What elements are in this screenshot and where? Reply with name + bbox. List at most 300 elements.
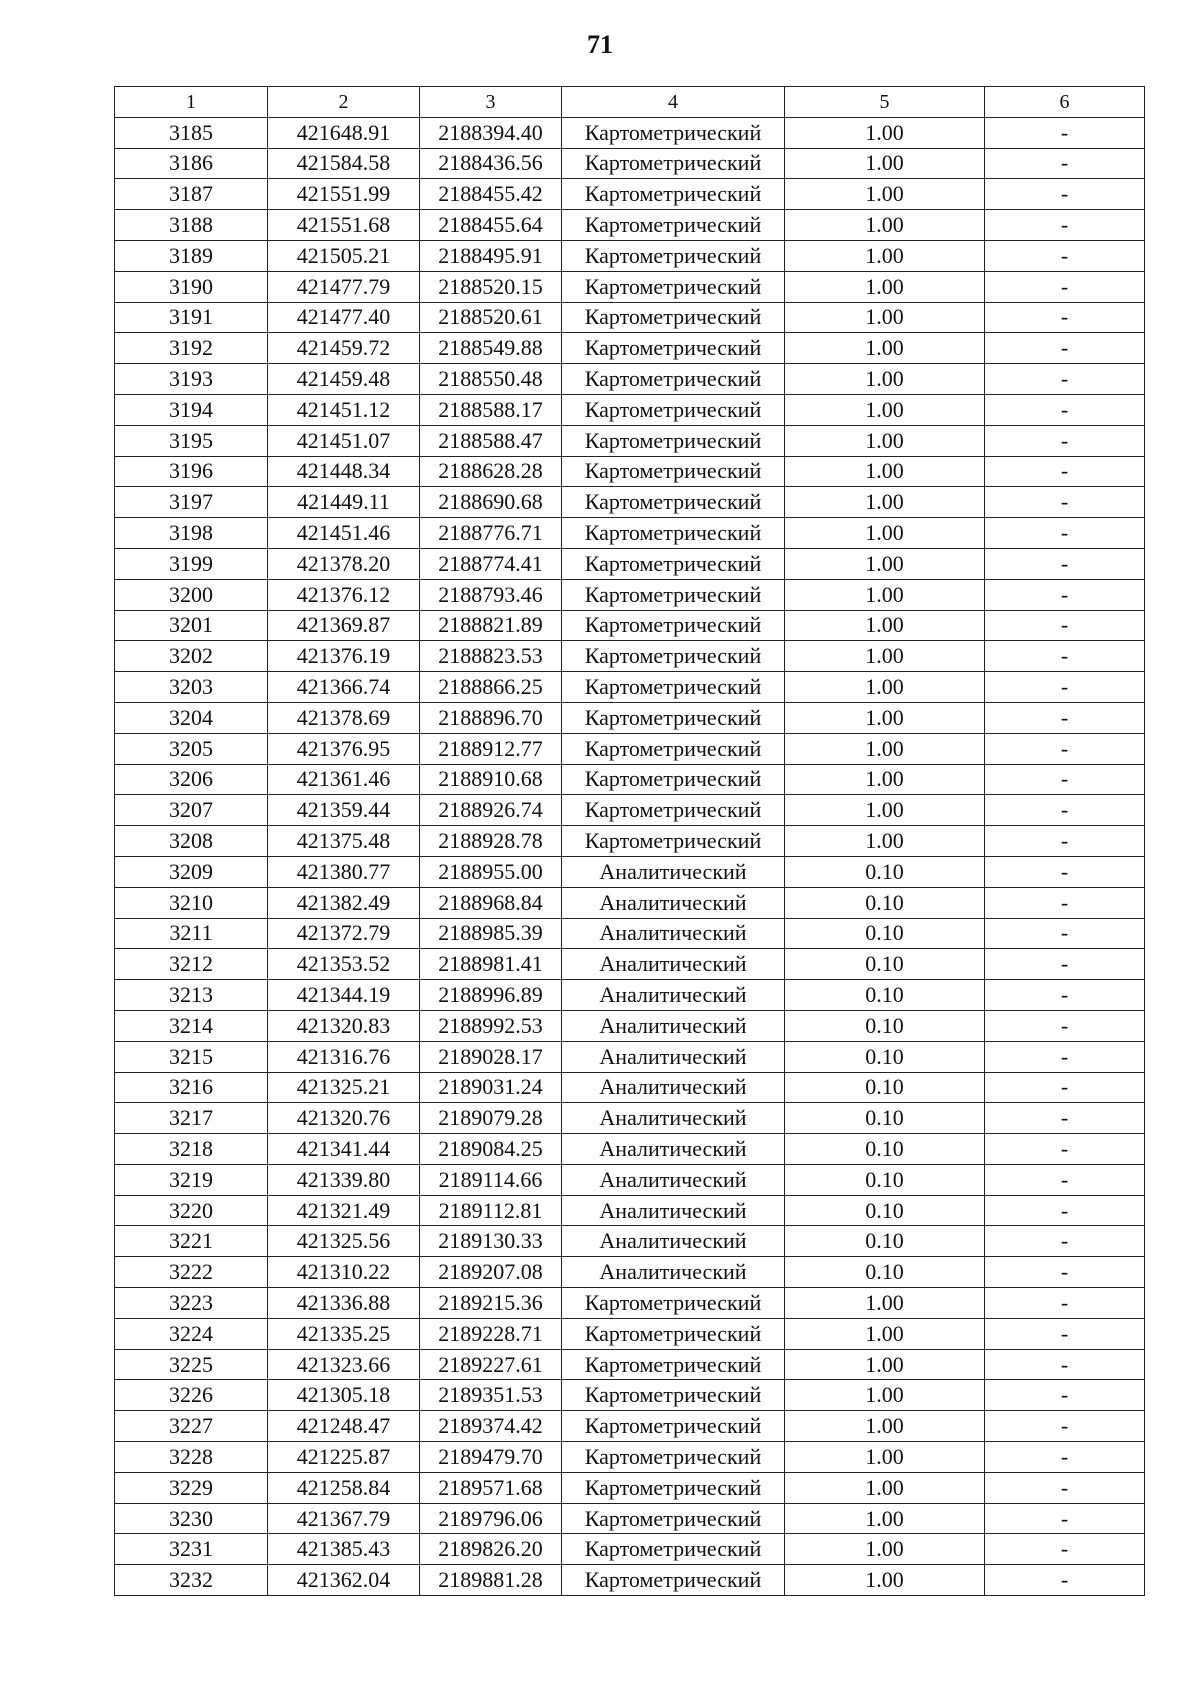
x-coordinate-cell: 421449.11 — [268, 487, 420, 518]
note-cell: - — [985, 1442, 1145, 1473]
accuracy-cell: 1.00 — [785, 117, 985, 148]
method-cell: Аналитический — [562, 1103, 785, 1134]
y-coordinate-cell: 2189571.68 — [420, 1472, 562, 1503]
table-row — [115, 1318, 1145, 1349]
method-cell: Аналитический — [562, 1041, 785, 1072]
x-coordinate-cell: 421451.12 — [268, 394, 420, 425]
note-cell: - — [985, 148, 1145, 179]
method-cell: Картометрический — [562, 1380, 785, 1411]
note-cell: - — [985, 702, 1145, 733]
note-cell: - — [985, 364, 1145, 395]
accuracy-cell: 1.00 — [785, 1349, 985, 1380]
point-number-cell: 3213 — [115, 980, 268, 1011]
method-cell: Картометрический — [562, 487, 785, 518]
point-number-cell: 3215 — [115, 1041, 268, 1072]
table-row — [115, 733, 1145, 764]
accuracy-cell: 1.00 — [785, 610, 985, 641]
method-cell: Картометрический — [562, 1472, 785, 1503]
note-cell: - — [985, 1195, 1145, 1226]
accuracy-cell: 1.00 — [785, 333, 985, 364]
y-coordinate-cell: 2188520.61 — [420, 302, 562, 333]
point-number-cell: 3192 — [115, 333, 268, 364]
accuracy-cell: 1.00 — [785, 1534, 985, 1565]
point-number-cell: 3224 — [115, 1318, 268, 1349]
accuracy-cell: 1.00 — [785, 1503, 985, 1534]
point-number-cell: 3199 — [115, 548, 268, 579]
y-coordinate-cell: 2189228.71 — [420, 1318, 562, 1349]
note-cell: - — [985, 425, 1145, 456]
x-coordinate-cell: 421305.18 — [268, 1380, 420, 1411]
x-coordinate-cell: 421325.21 — [268, 1072, 420, 1103]
method-cell: Картометрический — [562, 610, 785, 641]
x-coordinate-cell: 421385.43 — [268, 1534, 420, 1565]
y-coordinate-cell: 2189479.70 — [420, 1442, 562, 1473]
point-number-cell: 3196 — [115, 456, 268, 487]
x-coordinate-cell: 421339.80 — [268, 1164, 420, 1195]
table-row — [115, 1565, 1145, 1596]
point-number-cell: 3211 — [115, 918, 268, 949]
y-coordinate-cell: 2188896.70 — [420, 702, 562, 733]
x-coordinate-cell: 421344.19 — [268, 980, 420, 1011]
method-cell: Аналитический — [562, 856, 785, 887]
point-number-cell: 3203 — [115, 672, 268, 703]
point-number-cell: 3218 — [115, 1134, 268, 1165]
x-coordinate-cell: 421359.44 — [268, 795, 420, 826]
accuracy-cell: 0.10 — [785, 1257, 985, 1288]
table-row — [115, 1103, 1145, 1134]
note-cell: - — [985, 795, 1145, 826]
accuracy-cell: 1.00 — [785, 795, 985, 826]
note-cell: - — [985, 548, 1145, 579]
method-cell: Картометрический — [562, 148, 785, 179]
y-coordinate-cell: 2189084.25 — [420, 1134, 562, 1165]
method-cell: Аналитический — [562, 918, 785, 949]
point-number-cell: 3189 — [115, 240, 268, 271]
method-cell: Картометрический — [562, 240, 785, 271]
note-cell: - — [985, 918, 1145, 949]
point-number-cell: 3210 — [115, 887, 268, 918]
method-cell: Картометрический — [562, 548, 785, 579]
point-number-cell: 3227 — [115, 1411, 268, 1442]
table-row — [115, 641, 1145, 672]
note-cell: - — [985, 1565, 1145, 1596]
x-coordinate-cell: 421448.34 — [268, 456, 420, 487]
table-row — [115, 1041, 1145, 1072]
note-cell: - — [985, 1226, 1145, 1257]
note-cell: - — [985, 1288, 1145, 1319]
x-coordinate-cell: 421477.79 — [268, 271, 420, 302]
accuracy-cell: 1.00 — [785, 702, 985, 733]
note-cell: - — [985, 826, 1145, 857]
x-coordinate-cell: 421551.68 — [268, 210, 420, 241]
x-coordinate-cell: 421258.84 — [268, 1472, 420, 1503]
header-row — [115, 87, 1145, 118]
table-row — [115, 179, 1145, 210]
y-coordinate-cell: 2188549.88 — [420, 333, 562, 364]
x-coordinate-cell: 421451.07 — [268, 425, 420, 456]
table-row — [115, 702, 1145, 733]
point-number-cell: 3202 — [115, 641, 268, 672]
table-row — [115, 1288, 1145, 1319]
note-cell: - — [985, 610, 1145, 641]
method-cell: Картометрический — [562, 702, 785, 733]
table-row — [115, 548, 1145, 579]
method-cell: Картометрический — [562, 1349, 785, 1380]
table-row — [115, 1534, 1145, 1565]
y-coordinate-cell: 2188588.47 — [420, 425, 562, 456]
accuracy-cell: 1.00 — [785, 1288, 985, 1319]
accuracy-cell: 1.00 — [785, 1318, 985, 1349]
y-coordinate-cell: 2188981.41 — [420, 949, 562, 980]
column-header-1: 1 — [115, 87, 268, 118]
note-cell: - — [985, 1103, 1145, 1134]
x-coordinate-cell: 421378.20 — [268, 548, 420, 579]
accuracy-cell: 0.10 — [785, 856, 985, 887]
column-header-6: 6 — [985, 87, 1145, 118]
point-number-cell: 3186 — [115, 148, 268, 179]
method-cell: Аналитический — [562, 1257, 785, 1288]
y-coordinate-cell: 2189031.24 — [420, 1072, 562, 1103]
table-row — [115, 949, 1145, 980]
point-number-cell: 3190 — [115, 271, 268, 302]
method-cell: Аналитический — [562, 1195, 785, 1226]
note-cell: - — [985, 1472, 1145, 1503]
note-cell: - — [985, 1534, 1145, 1565]
x-coordinate-cell: 421584.58 — [268, 148, 420, 179]
point-number-cell: 3231 — [115, 1534, 268, 1565]
point-number-cell: 3204 — [115, 702, 268, 733]
table-row — [115, 117, 1145, 148]
x-coordinate-cell: 421361.46 — [268, 764, 420, 795]
accuracy-cell: 1.00 — [785, 456, 985, 487]
note-cell: - — [985, 456, 1145, 487]
table-row — [115, 210, 1145, 241]
y-coordinate-cell: 2189881.28 — [420, 1565, 562, 1596]
x-coordinate-cell: 421366.74 — [268, 672, 420, 703]
method-cell: Аналитический — [562, 949, 785, 980]
y-coordinate-cell: 2189114.66 — [420, 1164, 562, 1195]
x-coordinate-cell: 421362.04 — [268, 1565, 420, 1596]
y-coordinate-cell: 2188495.91 — [420, 240, 562, 271]
method-cell: Картометрический — [562, 333, 785, 364]
method-cell: Картометрический — [562, 641, 785, 672]
x-coordinate-cell: 421225.87 — [268, 1442, 420, 1473]
y-coordinate-cell: 2188436.56 — [420, 148, 562, 179]
table-row — [115, 1226, 1145, 1257]
accuracy-cell: 1.00 — [785, 394, 985, 425]
method-cell: Картометрический — [562, 764, 785, 795]
accuracy-cell: 1.00 — [785, 1380, 985, 1411]
point-number-cell: 3230 — [115, 1503, 268, 1534]
x-coordinate-cell: 421477.40 — [268, 302, 420, 333]
point-number-cell: 3226 — [115, 1380, 268, 1411]
y-coordinate-cell: 2189130.33 — [420, 1226, 562, 1257]
point-number-cell: 3209 — [115, 856, 268, 887]
accuracy-cell: 1.00 — [785, 240, 985, 271]
table-row — [115, 425, 1145, 456]
note-cell: - — [985, 672, 1145, 703]
note-cell: - — [985, 210, 1145, 241]
x-coordinate-cell: 421551.99 — [268, 179, 420, 210]
x-coordinate-cell: 421376.95 — [268, 733, 420, 764]
x-coordinate-cell: 421310.22 — [268, 1257, 420, 1288]
note-cell: - — [985, 333, 1145, 364]
table-body — [115, 117, 1145, 1595]
accuracy-cell: 1.00 — [785, 579, 985, 610]
point-number-cell: 3222 — [115, 1257, 268, 1288]
y-coordinate-cell: 2189351.53 — [420, 1380, 562, 1411]
point-number-cell: 3191 — [115, 302, 268, 333]
x-coordinate-cell: 421321.49 — [268, 1195, 420, 1226]
y-coordinate-cell: 2189215.36 — [420, 1288, 562, 1319]
table-row — [115, 1072, 1145, 1103]
x-coordinate-cell: 421341.44 — [268, 1134, 420, 1165]
y-coordinate-cell: 2188394.40 — [420, 117, 562, 148]
point-number-cell: 3220 — [115, 1195, 268, 1226]
method-cell: Картометрический — [562, 1565, 785, 1596]
accuracy-cell: 1.00 — [785, 548, 985, 579]
method-cell: Картометрический — [562, 425, 785, 456]
point-number-cell: 3195 — [115, 425, 268, 456]
point-number-cell: 3225 — [115, 1349, 268, 1380]
note-cell: - — [985, 887, 1145, 918]
accuracy-cell: 1.00 — [785, 179, 985, 210]
point-number-cell: 3212 — [115, 949, 268, 980]
table-row — [115, 1503, 1145, 1534]
table-row — [115, 1380, 1145, 1411]
accuracy-cell: 0.10 — [785, 1103, 985, 1134]
point-number-cell: 3219 — [115, 1164, 268, 1195]
accuracy-cell: 1.00 — [785, 1442, 985, 1473]
method-cell: Картометрический — [562, 394, 785, 425]
point-number-cell: 3188 — [115, 210, 268, 241]
note-cell: - — [985, 980, 1145, 1011]
y-coordinate-cell: 2188992.53 — [420, 1010, 562, 1041]
y-coordinate-cell: 2189374.42 — [420, 1411, 562, 1442]
point-number-cell: 3217 — [115, 1103, 268, 1134]
accuracy-cell: 1.00 — [785, 1565, 985, 1596]
table-row — [115, 364, 1145, 395]
y-coordinate-cell: 2188968.84 — [420, 887, 562, 918]
x-coordinate-cell: 421375.48 — [268, 826, 420, 857]
accuracy-cell: 0.10 — [785, 1195, 985, 1226]
method-cell: Картометрический — [562, 672, 785, 703]
note-cell: - — [985, 518, 1145, 549]
x-coordinate-cell: 421316.76 — [268, 1041, 420, 1072]
y-coordinate-cell: 2188928.78 — [420, 826, 562, 857]
table-row — [115, 672, 1145, 703]
x-coordinate-cell: 421451.46 — [268, 518, 420, 549]
table-row — [115, 856, 1145, 887]
column-header-4: 4 — [562, 87, 785, 118]
point-number-cell: 3223 — [115, 1288, 268, 1319]
method-cell: Картометрический — [562, 1288, 785, 1319]
y-coordinate-cell: 2188996.89 — [420, 980, 562, 1011]
method-cell: Картометрический — [562, 795, 785, 826]
note-cell: - — [985, 1349, 1145, 1380]
accuracy-cell: 1.00 — [785, 1472, 985, 1503]
table-row — [115, 1472, 1145, 1503]
table-row — [115, 764, 1145, 795]
note-cell: - — [985, 1503, 1145, 1534]
note-cell: - — [985, 856, 1145, 887]
table-row — [115, 579, 1145, 610]
point-number-cell: 3216 — [115, 1072, 268, 1103]
note-cell: - — [985, 1164, 1145, 1195]
column-header-2: 2 — [268, 87, 420, 118]
accuracy-cell: 1.00 — [785, 733, 985, 764]
accuracy-cell: 0.10 — [785, 1041, 985, 1072]
note-cell: - — [985, 764, 1145, 795]
note-cell: - — [985, 271, 1145, 302]
note-cell: - — [985, 117, 1145, 148]
x-coordinate-cell: 421505.21 — [268, 240, 420, 271]
note-cell: - — [985, 949, 1145, 980]
point-number-cell: 3221 — [115, 1226, 268, 1257]
method-cell: Картометрический — [562, 456, 785, 487]
y-coordinate-cell: 2189826.20 — [420, 1534, 562, 1565]
note-cell: - — [985, 733, 1145, 764]
accuracy-cell: 0.10 — [785, 1134, 985, 1165]
accuracy-cell: 1.00 — [785, 672, 985, 703]
point-number-cell: 3206 — [115, 764, 268, 795]
table-row — [115, 333, 1145, 364]
method-cell: Аналитический — [562, 1226, 785, 1257]
y-coordinate-cell: 2188985.39 — [420, 918, 562, 949]
method-cell: Аналитический — [562, 1072, 785, 1103]
method-cell: Аналитический — [562, 1164, 785, 1195]
accuracy-cell: 0.10 — [785, 949, 985, 980]
y-coordinate-cell: 2188628.28 — [420, 456, 562, 487]
y-coordinate-cell: 2189796.06 — [420, 1503, 562, 1534]
note-cell: - — [985, 240, 1145, 271]
method-cell: Картометрический — [562, 117, 785, 148]
y-coordinate-cell: 2189079.28 — [420, 1103, 562, 1134]
method-cell: Аналитический — [562, 1010, 785, 1041]
x-coordinate-cell: 421336.88 — [268, 1288, 420, 1319]
y-coordinate-cell: 2188910.68 — [420, 764, 562, 795]
accuracy-cell: 0.10 — [785, 1010, 985, 1041]
accuracy-cell: 1.00 — [785, 302, 985, 333]
accuracy-cell: 1.00 — [785, 364, 985, 395]
method-cell: Картометрический — [562, 1411, 785, 1442]
x-coordinate-cell: 421376.19 — [268, 641, 420, 672]
table-row — [115, 610, 1145, 641]
accuracy-cell: 1.00 — [785, 518, 985, 549]
accuracy-cell: 1.00 — [785, 641, 985, 672]
method-cell: Картометрический — [562, 210, 785, 241]
x-coordinate-cell: 421248.47 — [268, 1411, 420, 1442]
y-coordinate-cell: 2188588.17 — [420, 394, 562, 425]
method-cell: Картометрический — [562, 826, 785, 857]
x-coordinate-cell: 421323.66 — [268, 1349, 420, 1380]
x-coordinate-cell: 421325.56 — [268, 1226, 420, 1257]
table-row — [115, 1442, 1145, 1473]
accuracy-cell: 1.00 — [785, 271, 985, 302]
accuracy-cell: 0.10 — [785, 980, 985, 1011]
accuracy-cell: 0.10 — [785, 1164, 985, 1195]
y-coordinate-cell: 2188793.46 — [420, 579, 562, 610]
x-coordinate-cell: 421353.52 — [268, 949, 420, 980]
note-cell: - — [985, 1134, 1145, 1165]
table-row — [115, 1349, 1145, 1380]
x-coordinate-cell: 421459.48 — [268, 364, 420, 395]
method-cell: Картометрический — [562, 364, 785, 395]
y-coordinate-cell: 2188774.41 — [420, 548, 562, 579]
point-number-cell: 3193 — [115, 364, 268, 395]
y-coordinate-cell: 2189207.08 — [420, 1257, 562, 1288]
method-cell: Картометрический — [562, 179, 785, 210]
accuracy-cell: 0.10 — [785, 1072, 985, 1103]
table-row — [115, 148, 1145, 179]
note-cell: - — [985, 1380, 1145, 1411]
y-coordinate-cell: 2189112.81 — [420, 1195, 562, 1226]
point-number-cell: 3232 — [115, 1565, 268, 1596]
table-row — [115, 271, 1145, 302]
table-row — [115, 1010, 1145, 1041]
point-number-cell: 3229 — [115, 1472, 268, 1503]
method-cell: Картометрический — [562, 1534, 785, 1565]
point-number-cell: 3208 — [115, 826, 268, 857]
point-number-cell: 3207 — [115, 795, 268, 826]
y-coordinate-cell: 2188821.89 — [420, 610, 562, 641]
note-cell: - — [985, 487, 1145, 518]
x-coordinate-cell: 421378.69 — [268, 702, 420, 733]
method-cell: Аналитический — [562, 980, 785, 1011]
point-number-cell: 3198 — [115, 518, 268, 549]
table-row — [115, 980, 1145, 1011]
accuracy-cell: 1.00 — [785, 826, 985, 857]
table-row — [115, 487, 1145, 518]
x-coordinate-cell: 421380.77 — [268, 856, 420, 887]
x-coordinate-cell: 421459.72 — [268, 333, 420, 364]
x-coordinate-cell: 421648.91 — [268, 117, 420, 148]
table-row — [115, 394, 1145, 425]
y-coordinate-cell: 2188926.74 — [420, 795, 562, 826]
table-row — [115, 456, 1145, 487]
point-number-cell: 3201 — [115, 610, 268, 641]
note-cell: - — [985, 1257, 1145, 1288]
y-coordinate-cell: 2188455.64 — [420, 210, 562, 241]
x-coordinate-cell: 421372.79 — [268, 918, 420, 949]
table-row — [115, 918, 1145, 949]
accuracy-cell: 1.00 — [785, 210, 985, 241]
note-cell: - — [985, 302, 1145, 333]
note-cell: - — [985, 1411, 1145, 1442]
table-row — [115, 795, 1145, 826]
accuracy-cell: 1.00 — [785, 148, 985, 179]
point-number-cell: 3194 — [115, 394, 268, 425]
accuracy-cell: 0.10 — [785, 1226, 985, 1257]
y-coordinate-cell: 2188776.71 — [420, 518, 562, 549]
table-row — [115, 1411, 1145, 1442]
table-row — [115, 887, 1145, 918]
x-coordinate-cell: 421335.25 — [268, 1318, 420, 1349]
point-number-cell: 3214 — [115, 1010, 268, 1041]
y-coordinate-cell: 2189227.61 — [420, 1349, 562, 1380]
x-coordinate-cell: 421376.12 — [268, 579, 420, 610]
x-coordinate-cell: 421369.87 — [268, 610, 420, 641]
point-number-cell: 3197 — [115, 487, 268, 518]
point-number-cell: 3205 — [115, 733, 268, 764]
method-cell: Картометрический — [562, 271, 785, 302]
method-cell: Картометрический — [562, 1442, 785, 1473]
table-row — [115, 1164, 1145, 1195]
page-number: 71 — [587, 30, 613, 59]
accuracy-cell: 1.00 — [785, 1411, 985, 1442]
table-row — [115, 240, 1145, 271]
x-coordinate-cell: 421320.83 — [268, 1010, 420, 1041]
